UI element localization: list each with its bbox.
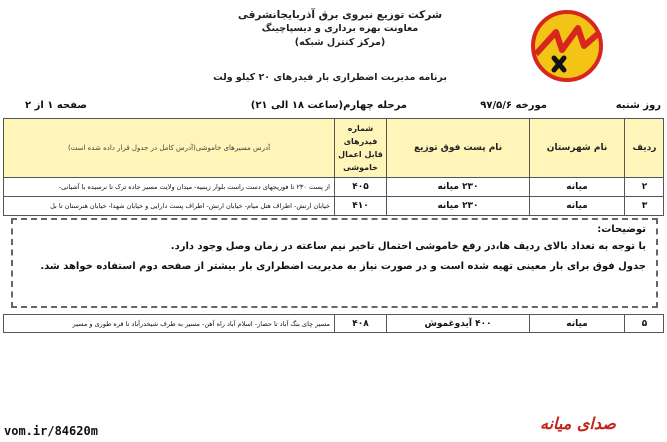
cell-city: میانه [529, 315, 624, 333]
notes-line-2: جدول فوق برای بار معینی تهیه شده است و در صورت نیاز به مدیریت اضطراری بار بیشتر از صفحه دوم استفاده خواهد شد. [40, 261, 646, 272]
table-row [3, 178, 664, 197]
table-row [3, 197, 664, 216]
table-header [3, 118, 664, 178]
schedule-table [3, 118, 664, 334]
header-feeder: شماره فیدرهای قابل اعمال خاموشی [334, 119, 386, 177]
table-row [3, 314, 664, 333]
cell-substation: ۴۰۰ آیدوغموش [386, 315, 529, 333]
watermark-brand: صدای میانه [540, 414, 616, 433]
stage-label: مرحله چهارم(ساعت ۱۸ الی ۲۱) [250, 100, 407, 111]
page-number: صفحه ۱ از ۲ [25, 100, 87, 111]
cell-row-no: ۳ [624, 197, 664, 215]
date-label: مورخه ۹۷/۵/۶ [480, 100, 547, 111]
program-title: برنامه مدیریت اضطراری بار فیدرهای ۲۰ کیلو ولت [213, 72, 447, 83]
header-city: نام شهرستان [529, 119, 624, 177]
cell-city: میانه [529, 197, 624, 215]
day-label: روز شنبه [615, 100, 661, 111]
header-row-no: ردیف [624, 119, 664, 177]
cell-substation: ۲۳۰ میانه [386, 197, 529, 215]
header-substation: نام پست فوق توزیع [386, 119, 529, 177]
watermark-url: vom.ir/84620m [4, 424, 98, 438]
cell-feeder: ۴۰۵ [334, 178, 386, 196]
center-name: (مرکز کنترل شبکه) [294, 37, 386, 48]
company-name: شرکت توزیع نیروی برق آذربایجانشرقی [237, 9, 443, 21]
cell-address: مسیر چای بنگ آباد تا حصار- اسلام آباد راه آهن- مسیر به طرف شیخدرآباد تا قره طوری و مسیر [72, 320, 330, 328]
cell-row-no: ۵ [624, 315, 664, 333]
cell-substation: ۲۳۰ میانه [386, 178, 529, 196]
cell-feeder: ۴۱۰ [334, 197, 386, 215]
cell-address: خیابان ارتش- اطراف هتل میام- خیابان ارتش- اطراف پست دارایی و خیابان شهدا- خیابان هنرستان تا بل [50, 202, 330, 210]
cell-row-no: ۲ [624, 178, 664, 196]
header-address: آدرس مسیرهای خاموشی(آدرس کامل در جدول قرار داده شده است) [68, 144, 271, 152]
cell-address: از پست ۲۳۰ تا فوریجهای دست راست بلوار زینبیه- میدان ولایت مسیر جاده ترک تا نرسیده با آشیانی- [58, 183, 330, 191]
deputy-name: معاونت بهره برداری و دیسپاچینگ [261, 23, 419, 34]
letterhead [180, 8, 500, 50]
info-row [0, 96, 667, 116]
notes-box [11, 218, 658, 308]
company-logo-icon [528, 10, 606, 82]
notes-line-1: با توجه به تعداد بالای ردیف ها،در رفع خاموشی احتمال تاخیر نیم ساعته در زمان وصل وجود دارد. [170, 241, 646, 252]
cell-city: میانه [529, 178, 624, 196]
notes-title: توضیحات: [597, 224, 646, 235]
cell-feeder: ۴۰۸ [334, 315, 386, 333]
